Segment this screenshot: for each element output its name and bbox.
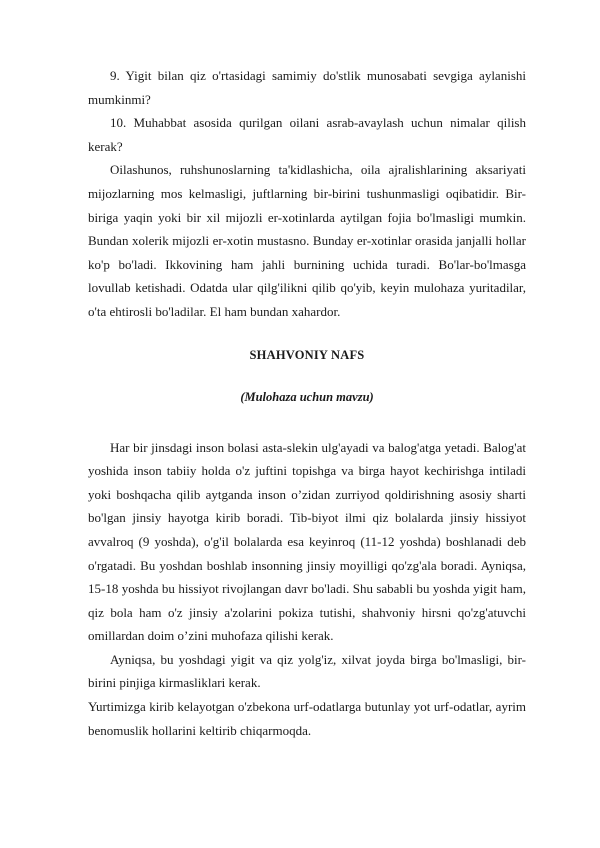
intro-paragraph: Oilashunos, ruhshunoslarning ta'kidlashicha, oila ajralishlarining aksariyati mijozlarning mos kelmasligi, juftlarning bir-birini tushunmasligi oqibatidir. Bir-biriga yaqin yoki bir xil mijozli er-xotinlarda aytilgan fojia bo'lmasligi mumkin. Bundan xolerik mijozli er-xotin mustasno. Bunday er-xotinlar orasida janjalli hollar ko'p bo'ladi. Ikkovining ham jahli burnining uchida turadi. Bo'lar-bo'lmasga lovullab ketishadi. Odatda ular qilg'ilikni qilib qo'yib, keyin mulohaza yuritadilar, o'ta ehtirosli bo'ladilar. El ham bundan xahardor. (88, 162, 526, 319)
document-page (88, 64, 526, 742)
section-subtitle: (Mulohaza uchun mavzu) (240, 389, 374, 404)
question-9: 9. Yigit bilan qiz o'rtasidagi samimiy do'stlik munosabati sevgiga aylanishi mumkinmi? (88, 68, 526, 107)
body-paragraph-1: Har bir jinsdagi inson bolasi asta-slekin ulg'ayadi va balog'atga yetadi. Balog'at yoshida inson tabiiy holda o'z juftini topishga va birga hayot kechirishga intiladi yoki boshqacha qilib aytganda inson o’zidan zurriyod qoldirishning asosiy sharti bo'lgan jinsiy hayotga kirib boradi. Tib-biyot ilmi qiz bolalarda jinsiy hissiyot avvalroq (9 yoshda), o'g'il bolalarda esa keyinroq (11-12 yoshda) boshlanadi deb o'rgatadi. Bu yoshdan boshlab insonning jinsiy moyilligi qo'zg'ala boradi. Ayniqsa, 15-18 yoshda bu hissiyot rivojlangan davr bo'ladi. Shu sababli bu yoshda yigit ham, qiz bola ham o'z jinsiy a'zolarini pokiza tutishi, shahvoniy hirsni qo'zg'atuvchi omillardan doim o’zini muhofaza qilishi kerak. (88, 439, 526, 644)
section-title: SHAHVONIY NAFS (249, 347, 365, 362)
body-paragraph-2: Ayniqsa, bu yoshdagi yigit va qiz yolg'iz, xilvat joyda birga bo'lmasligi, bir-birini pinjiga kirmasliklari kerak. (88, 651, 526, 691)
question-10: 10. Muhabbat asosida qurilgan oilani asrab-avaylash uchun nimalar qilish kerak? (88, 115, 526, 154)
closing-paragraph: Yurtimizga kirib kelayotgan o'zbekona urf-odatlarga butunlay yot urf-odatlar, ayrim benomuslik hollarini keltirib chiqarmoqda. (88, 699, 526, 738)
